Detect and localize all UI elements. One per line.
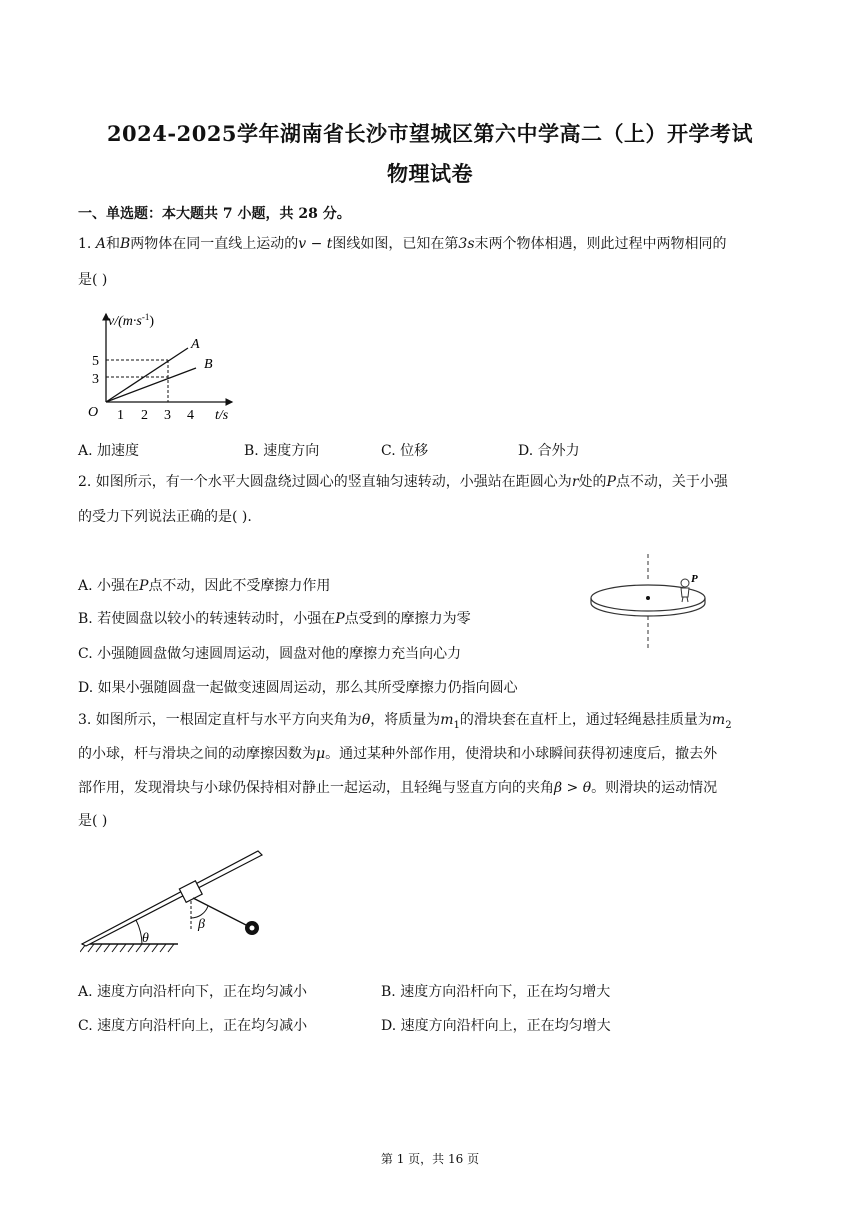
math-mu: μ — [316, 746, 326, 762]
q3-option-a[interactable]: A. 速度方向沿杆向下，正在均匀减小 — [78, 984, 308, 1000]
math-3s: 3s — [458, 236, 475, 252]
math-theta: θ — [361, 712, 371, 728]
text: 的滑块套在直杆上，通过轻绳悬挂质量为 — [459, 712, 712, 728]
q2-option-a[interactable] — [78, 575, 330, 595]
x-tick-2: 2 — [141, 408, 148, 423]
text: B. 若使圆盘以较小的转速转动时，小强在 — [78, 611, 336, 627]
q3-stem-line1 — [78, 710, 732, 736]
origin-label: O — [88, 405, 99, 420]
q3-stem-line3 — [78, 778, 717, 798]
math-b: B — [119, 236, 131, 252]
text: 处的 — [578, 474, 607, 490]
math-m: m — [711, 712, 726, 728]
x-tick-1: 1 — [117, 408, 124, 423]
q2-stem-line2: 的受力下列说法正确的是( ). — [78, 509, 252, 525]
sub-1: 1 — [453, 719, 460, 731]
q3-stem-line4: 是( ) — [78, 813, 108, 829]
text: 。则滑块的运动情况 — [591, 780, 718, 796]
exam-title-line1: 2024-2025学年湖南省长沙市望城区第六中学高二（上）开学考试 — [106, 121, 754, 146]
q3-stem-line2 — [78, 744, 717, 764]
y-tick-5: 5 — [92, 354, 99, 369]
text: 部作用，发现滑块与小球仍保持相对静止一起运动，且轻绳与竖直方向的夹角 — [78, 780, 554, 796]
q3-option-d[interactable]: D. 速度方向沿杆向上，正在均匀增大 — [381, 1018, 611, 1034]
center-dot — [646, 596, 650, 600]
text: ，将质量为 — [370, 712, 441, 728]
math-r: r — [571, 474, 579, 490]
math-a: A — [95, 236, 106, 252]
line-b-label: B — [204, 357, 213, 372]
q3-option-c[interactable]: C. 速度方向沿杆向上，正在均匀减小 — [78, 1018, 308, 1034]
text: 两物体在同一直线上运动的 — [130, 236, 299, 252]
text: 3. 如图所示，一根固定直杆与水平方向夹角为 — [78, 712, 362, 728]
math-p: P — [606, 474, 616, 490]
ground-hatch — [80, 944, 174, 952]
q1-stem-line2: 是( ) — [78, 272, 108, 288]
ball-highlight — [250, 926, 255, 931]
text: A. 小强在 — [78, 578, 140, 594]
q3-incline-figure — [80, 846, 270, 958]
text: 。通过某种外部作用，使滑块和小球瞬间获得初速度后，撤去外 — [325, 746, 718, 762]
q2-stem-line1 — [78, 472, 728, 492]
x-tick-4: 4 — [187, 408, 194, 423]
math-p: P — [139, 578, 149, 594]
page-footer: 第 1 页，共 16 页 — [380, 1152, 480, 1166]
q1-stem-line1 — [78, 234, 727, 254]
math-p: P — [335, 611, 345, 627]
q1-vt-graph — [84, 306, 244, 424]
text: 末两个物体相遇，则此过程中两物相同的 — [474, 236, 727, 252]
exam-title-line2: 物理试卷 — [387, 161, 473, 186]
q3-option-b[interactable]: B. 速度方向沿杆向下，正在均匀增大 — [381, 984, 611, 1000]
q1-option-a[interactable]: A. 加速度 — [78, 443, 140, 459]
math-vt: v − t — [298, 236, 333, 252]
y-axis-label: $v/(m\cdot s^{-1})$ — [108, 312, 154, 329]
math-beta-gt-theta: β > θ — [554, 780, 592, 796]
q1-option-d[interactable]: D. 合外力 — [518, 443, 580, 459]
text: 2. 如图所示，有一个水平大圆盘绕过圆心的竖直轴匀速转动，小强站在距圆心为 — [78, 474, 572, 490]
q2-disk-figure — [588, 554, 718, 649]
q1-option-c[interactable]: C. 位移 — [381, 443, 429, 459]
x-axis-label: t/s — [215, 408, 229, 423]
theta-label: θ — [142, 931, 149, 946]
text: 和 — [105, 236, 120, 252]
q2-option-c[interactable]: C. 小强随圆盘做匀速圆周运动，圆盘对他的摩擦力充当向心力 — [78, 646, 462, 662]
x-tick-3: 3 — [164, 408, 171, 423]
text: 点受到的摩擦力为零 — [344, 611, 471, 627]
y-tick-3: 3 — [92, 372, 99, 387]
beta-label: β — [198, 917, 205, 932]
sub-2: 2 — [725, 719, 732, 731]
q2-option-b[interactable] — [78, 608, 471, 628]
q2-option-d[interactable]: D. 如果小强随圆盘一起做变速圆周运动，那么其所受摩擦力仍指向圆心 — [78, 680, 518, 696]
q1-option-b[interactable]: B. 速度方向 — [244, 443, 320, 459]
line-a-label: A — [191, 337, 200, 352]
q1-number: 1. — [78, 236, 96, 252]
text: 点不动，因此不受摩擦力作用 — [148, 578, 331, 594]
section-heading: 一、单选题：本大题共 7 小题，共 28 分。 — [78, 206, 351, 222]
text: 点不动，关于小强 — [615, 474, 728, 490]
math-m: m — [440, 712, 454, 728]
text: 图线如图，已知在第 — [332, 236, 459, 252]
inclined-rod — [82, 851, 262, 946]
text: 的小球，杆与滑块之间的动摩擦因数为 — [78, 746, 316, 762]
point-p-label: P — [691, 573, 698, 585]
